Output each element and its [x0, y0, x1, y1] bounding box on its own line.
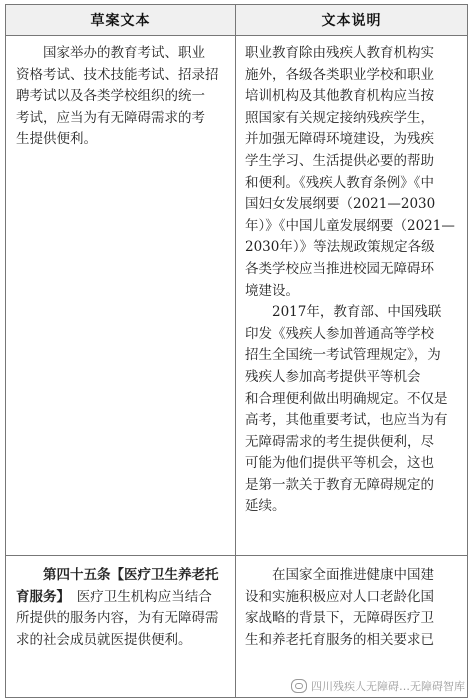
row2-explanation-cell: [245, 565, 461, 651]
text-line: 所提供的服务内容，为有无障碍需: [16, 610, 219, 627]
row1-draft-cell: [16, 43, 228, 151]
text-line: 并加强无障碍环境建设，为残疾: [245, 131, 434, 148]
text-line: 国妇女发展纲要（2021—2030: [245, 196, 436, 213]
source-watermark: [291, 678, 465, 694]
text-line: 求的社会成员就医提供便利。: [16, 631, 192, 648]
text-line: 培训机构及其他教育机构应当按: [245, 88, 434, 105]
text-line: 学生学习、生活提供必要的帮助: [245, 152, 434, 169]
text-line: 年）》《中国儿童发展纲要（2021—: [245, 217, 455, 234]
text-line: 职业教育除由残疾人教育机构实: [245, 45, 434, 61]
row1-explanation-cell: [245, 43, 461, 518]
column-divider: [235, 35, 236, 697]
article-title-line: 第四十五条【医疗卫生养老托: [16, 567, 219, 583]
text-line: 是第一款关于教育无障碍规定的: [245, 476, 434, 493]
text-line: [16, 587, 228, 609]
text-line: 各类学校应当推进校园无障碍环: [245, 260, 434, 277]
text-line: 2030年）》等法规政策规定各级: [245, 239, 435, 256]
watermark-text: 四川残疾人无障碍…无障碍智库: [311, 680, 465, 693]
row-divider: [6, 555, 467, 556]
article-title-end: 育服务】: [16, 588, 64, 605]
text-line: 延续。: [245, 498, 286, 515]
text-line: 设和实施积极应对人口老龄化国: [245, 588, 434, 605]
text-line: 生提供便利。: [16, 131, 97, 148]
text-line: 生和养老托育服务的相关要求已: [245, 631, 434, 648]
header-explanation: 文本说明: [321, 13, 382, 29]
text-line: 和便利。《残疾人教育条例》《中: [245, 174, 434, 191]
row2-draft-cell: [16, 565, 228, 651]
text-line: 招生全国统一考试管理规定》，为: [245, 347, 441, 364]
text-line: 照国家有关规定接纳残疾学生，: [245, 109, 434, 126]
text-line: 可能为他们提供平等机会，这也: [245, 455, 434, 472]
text-line: 无障碍需求的考生提供便利，尽: [245, 433, 434, 450]
text-line: 高考，其他重要考试，也应当为有: [245, 412, 448, 429]
text-line: 国家举办的教育考试、职业: [16, 45, 205, 61]
table-header: [6, 5, 467, 36]
text-line: 印发《残疾人参加普通高等学校: [245, 325, 434, 342]
wechat-icon: [291, 679, 307, 693]
text-line: 资格考试、技术技能考试、招录招: [16, 66, 219, 83]
text-line: 境建设。: [245, 282, 299, 299]
text-line: 在国家全面推进健康中国建: [245, 567, 434, 583]
text-line: 和合理便利做出明确规定。不仅是: [245, 390, 448, 407]
header-draft-text: 草案文本: [6, 5, 236, 35]
document-table: [5, 4, 468, 698]
text-line: 施外，各级各类职业学校和职业: [245, 66, 434, 83]
text-line: 考试，应当为有无障碍需求的考: [16, 109, 205, 126]
text-line: 家战略的背景下，无障碍医疗卫: [245, 610, 434, 627]
text-line: 残疾人参加高考提供平等机会: [245, 368, 421, 385]
text-line: 聘考试以及各类学校组织的统一: [16, 88, 205, 105]
text-line: 2017年，教育部、中国残联: [245, 304, 442, 321]
article-body-start: 医疗卫生机构应当结合: [63, 588, 212, 605]
